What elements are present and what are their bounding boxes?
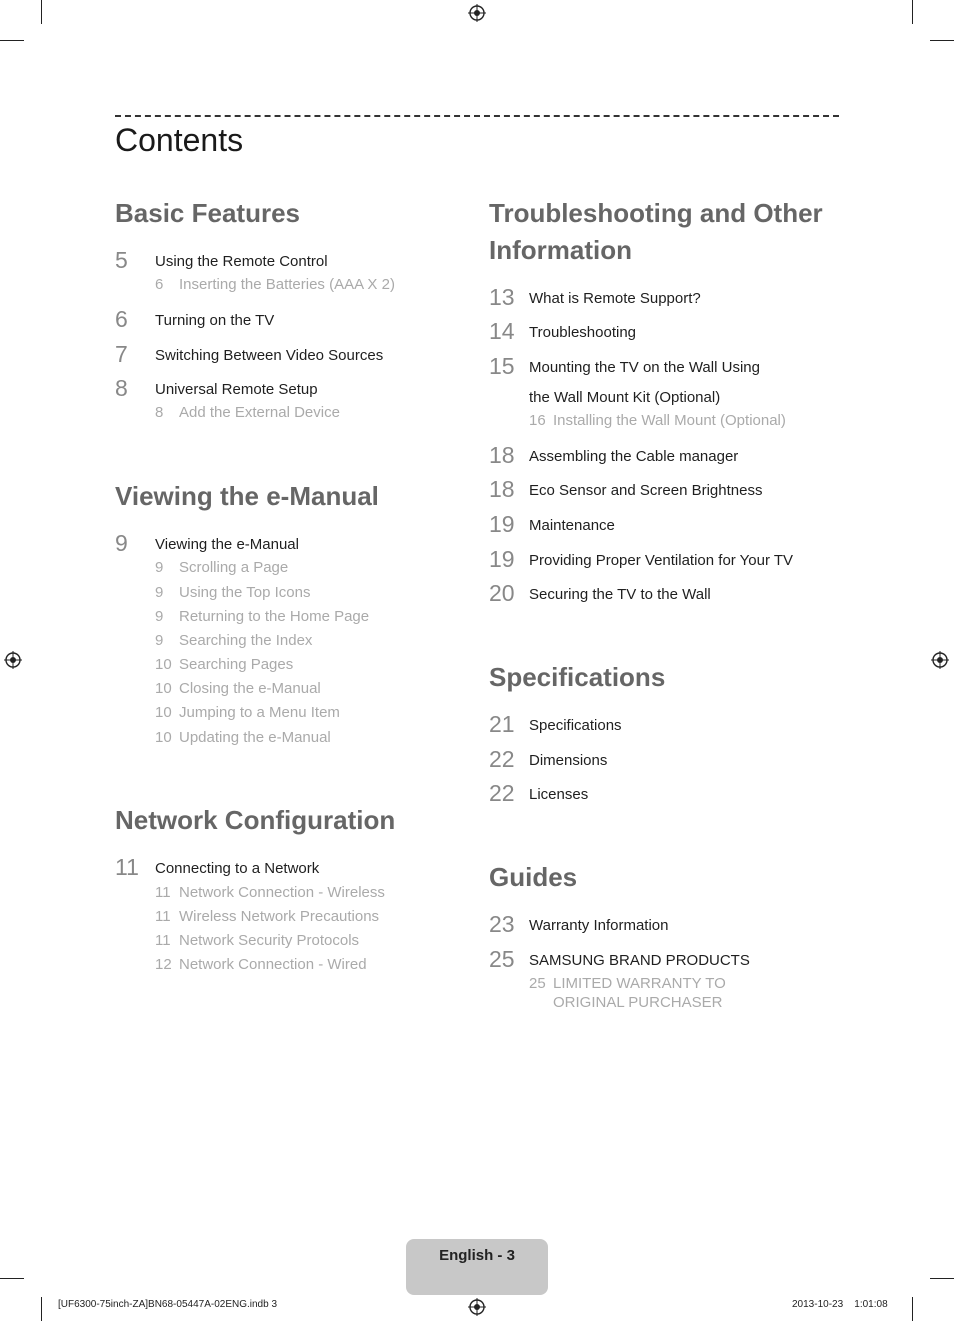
toc-sub-page-number: 10 — [155, 680, 172, 697]
toc-entry-label: Eco Sensor and Screen Brightness — [529, 482, 763, 499]
toc-subentry-label: Add the External Device — [179, 404, 340, 421]
toc-entry-label: Maintenance — [529, 517, 615, 534]
toc-subentry-label: Network Security Protocols — [179, 932, 360, 949]
toc-subentry-label: Installing the Wall Mount (Optional) — [553, 412, 786, 429]
registration-mark-icon — [931, 651, 949, 669]
toc-entry-label: Using the Remote Control — [155, 253, 328, 270]
toc-subentry-label: Searching Pages — [179, 656, 294, 673]
toc-page-number: 7 — [115, 341, 128, 367]
toc-subentry-label: Updating the e-Manual — [179, 729, 331, 746]
crop-mark — [930, 40, 954, 41]
toc-page-number: 19 — [489, 546, 515, 572]
file-info: [UF6300-75inch-ZA]BN68-05447A-02ENG.indb 3 — [58, 1299, 278, 1310]
toc-sub-page-number: 10 — [155, 729, 172, 746]
toc-page-number: 8 — [115, 375, 128, 401]
section-title-basic-features: Basic Features — [115, 198, 300, 228]
toc-sub-page-number: 12 — [155, 956, 172, 973]
toc-subentry-label: Inserting the Batteries (AAA X 2) — [179, 276, 395, 293]
toc-entry-label-continued: the Wall Mount Kit (Optional) — [529, 389, 721, 406]
toc-page-number: 22 — [489, 746, 515, 772]
toc-entry-label: Providing Proper Ventilation for Your TV — [529, 552, 794, 569]
toc-page-number: 15 — [489, 353, 515, 379]
crop-mark — [0, 1278, 24, 1279]
toc-entry-label: Warranty Information — [529, 917, 669, 934]
toc-sub-page-number: 9 — [155, 584, 164, 601]
toc-page-number: 9 — [115, 530, 128, 556]
print-timestamp: 2013-10-23 1:01:08 — [792, 1299, 888, 1310]
toc-entry-label: Universal Remote Setup — [155, 381, 318, 398]
toc-page-number: 5 — [115, 247, 128, 273]
toc-subentry-label: Returning to the Home Page — [179, 608, 370, 625]
toc-page-number: 13 — [489, 284, 515, 310]
crop-mark — [41, 0, 42, 24]
toc-subentry-label: LIMITED WARRANTY TO — [553, 975, 726, 992]
toc-entry-label: Assembling the Cable manager — [529, 448, 739, 465]
toc-sub-page-number: 6 — [155, 276, 164, 293]
toc-sub-page-number: 11 — [155, 908, 171, 925]
toc-entry-label: Dimensions — [529, 752, 608, 769]
page-title: Contents — [115, 122, 244, 158]
toc-entry-label: Switching Between Video Sources — [155, 347, 384, 364]
toc-subentry-label: Network Connection - Wired — [179, 956, 367, 973]
section-title-guides: Guides — [489, 862, 578, 892]
toc-page-number: 23 — [489, 911, 515, 937]
toc-subentry-label: Searching the Index — [179, 632, 313, 649]
toc-subentry-label: Wireless Network Precautions — [179, 908, 380, 925]
registration-mark-icon — [468, 1298, 486, 1316]
toc-subentry-label-continued: ORIGINAL PURCHASER — [553, 994, 723, 1011]
toc-entry-label: SAMSUNG BRAND PRODUCTS — [529, 952, 750, 969]
toc-entry-label: Specifications — [529, 717, 622, 734]
toc-subentry-label: Closing the e-Manual — [179, 680, 321, 697]
registration-mark-icon — [468, 4, 486, 22]
toc-entry-label: What is Remote Support? — [529, 290, 701, 307]
header-dashed-rule — [115, 115, 839, 117]
toc-subentry-label: Jumping to a Menu Item — [179, 704, 340, 721]
toc-sub-page-number: 25 — [529, 975, 546, 992]
registration-mark-icon — [4, 651, 22, 669]
crop-mark — [41, 1297, 42, 1321]
section-title-troubleshooting-line2: Information — [489, 235, 632, 265]
toc-subentry-label: Scrolling a Page — [179, 559, 289, 576]
toc-page-number: 18 — [489, 476, 515, 502]
toc-entry-label: Mounting the TV on the Wall Using — [529, 359, 760, 376]
toc-subentry-label: Using the Top Icons — [179, 584, 311, 601]
toc-entry-label: Viewing the e-Manual — [155, 536, 299, 553]
toc-sub-page-number: 10 — [155, 704, 172, 721]
toc-page-number: 19 — [489, 511, 515, 537]
toc-entry-label: Troubleshooting — [529, 324, 637, 341]
section-title-troubleshooting-line1: Troubleshooting and Other — [489, 198, 823, 228]
toc-page-number: 22 — [489, 780, 515, 806]
toc-sub-page-number: 11 — [155, 884, 171, 901]
section-title-specifications: Specifications — [489, 662, 666, 692]
toc-sub-page-number: 9 — [155, 559, 164, 576]
toc-entry-label: Turning on the TV — [155, 312, 275, 329]
crop-mark — [912, 1297, 913, 1321]
toc-subentry-label: Network Connection - Wireless — [179, 884, 385, 901]
toc-sub-page-number: 9 — [155, 608, 164, 625]
toc-sub-page-number: 10 — [155, 656, 172, 673]
crop-mark — [930, 1278, 954, 1279]
toc-sub-page-number: 9 — [155, 632, 164, 649]
toc-page-number: 14 — [489, 318, 515, 344]
toc-page-number: 25 — [489, 946, 515, 972]
toc-sub-page-number: 8 — [155, 404, 164, 421]
crop-mark — [912, 0, 913, 24]
toc-page-number: 20 — [489, 580, 515, 606]
toc-entry-label: Securing the TV to the Wall — [529, 586, 711, 603]
toc-entry-label: Connecting to a Network — [155, 860, 320, 877]
section-title-network-configuration: Network Configuration — [115, 805, 396, 835]
toc-page-number: 6 — [115, 306, 128, 332]
toc-entry-label: Licenses — [529, 786, 589, 803]
crop-mark — [0, 40, 24, 41]
page-number-tab: English - 3 — [406, 1239, 548, 1295]
toc-page-number: 11 — [115, 854, 139, 880]
toc-sub-page-number: 11 — [155, 932, 171, 949]
toc-page-number: 18 — [489, 442, 515, 468]
toc-sub-page-number: 16 — [529, 412, 546, 429]
toc-page-number: 21 — [489, 711, 515, 737]
section-title-viewing-e-manual: Viewing the e-Manual — [115, 481, 379, 511]
